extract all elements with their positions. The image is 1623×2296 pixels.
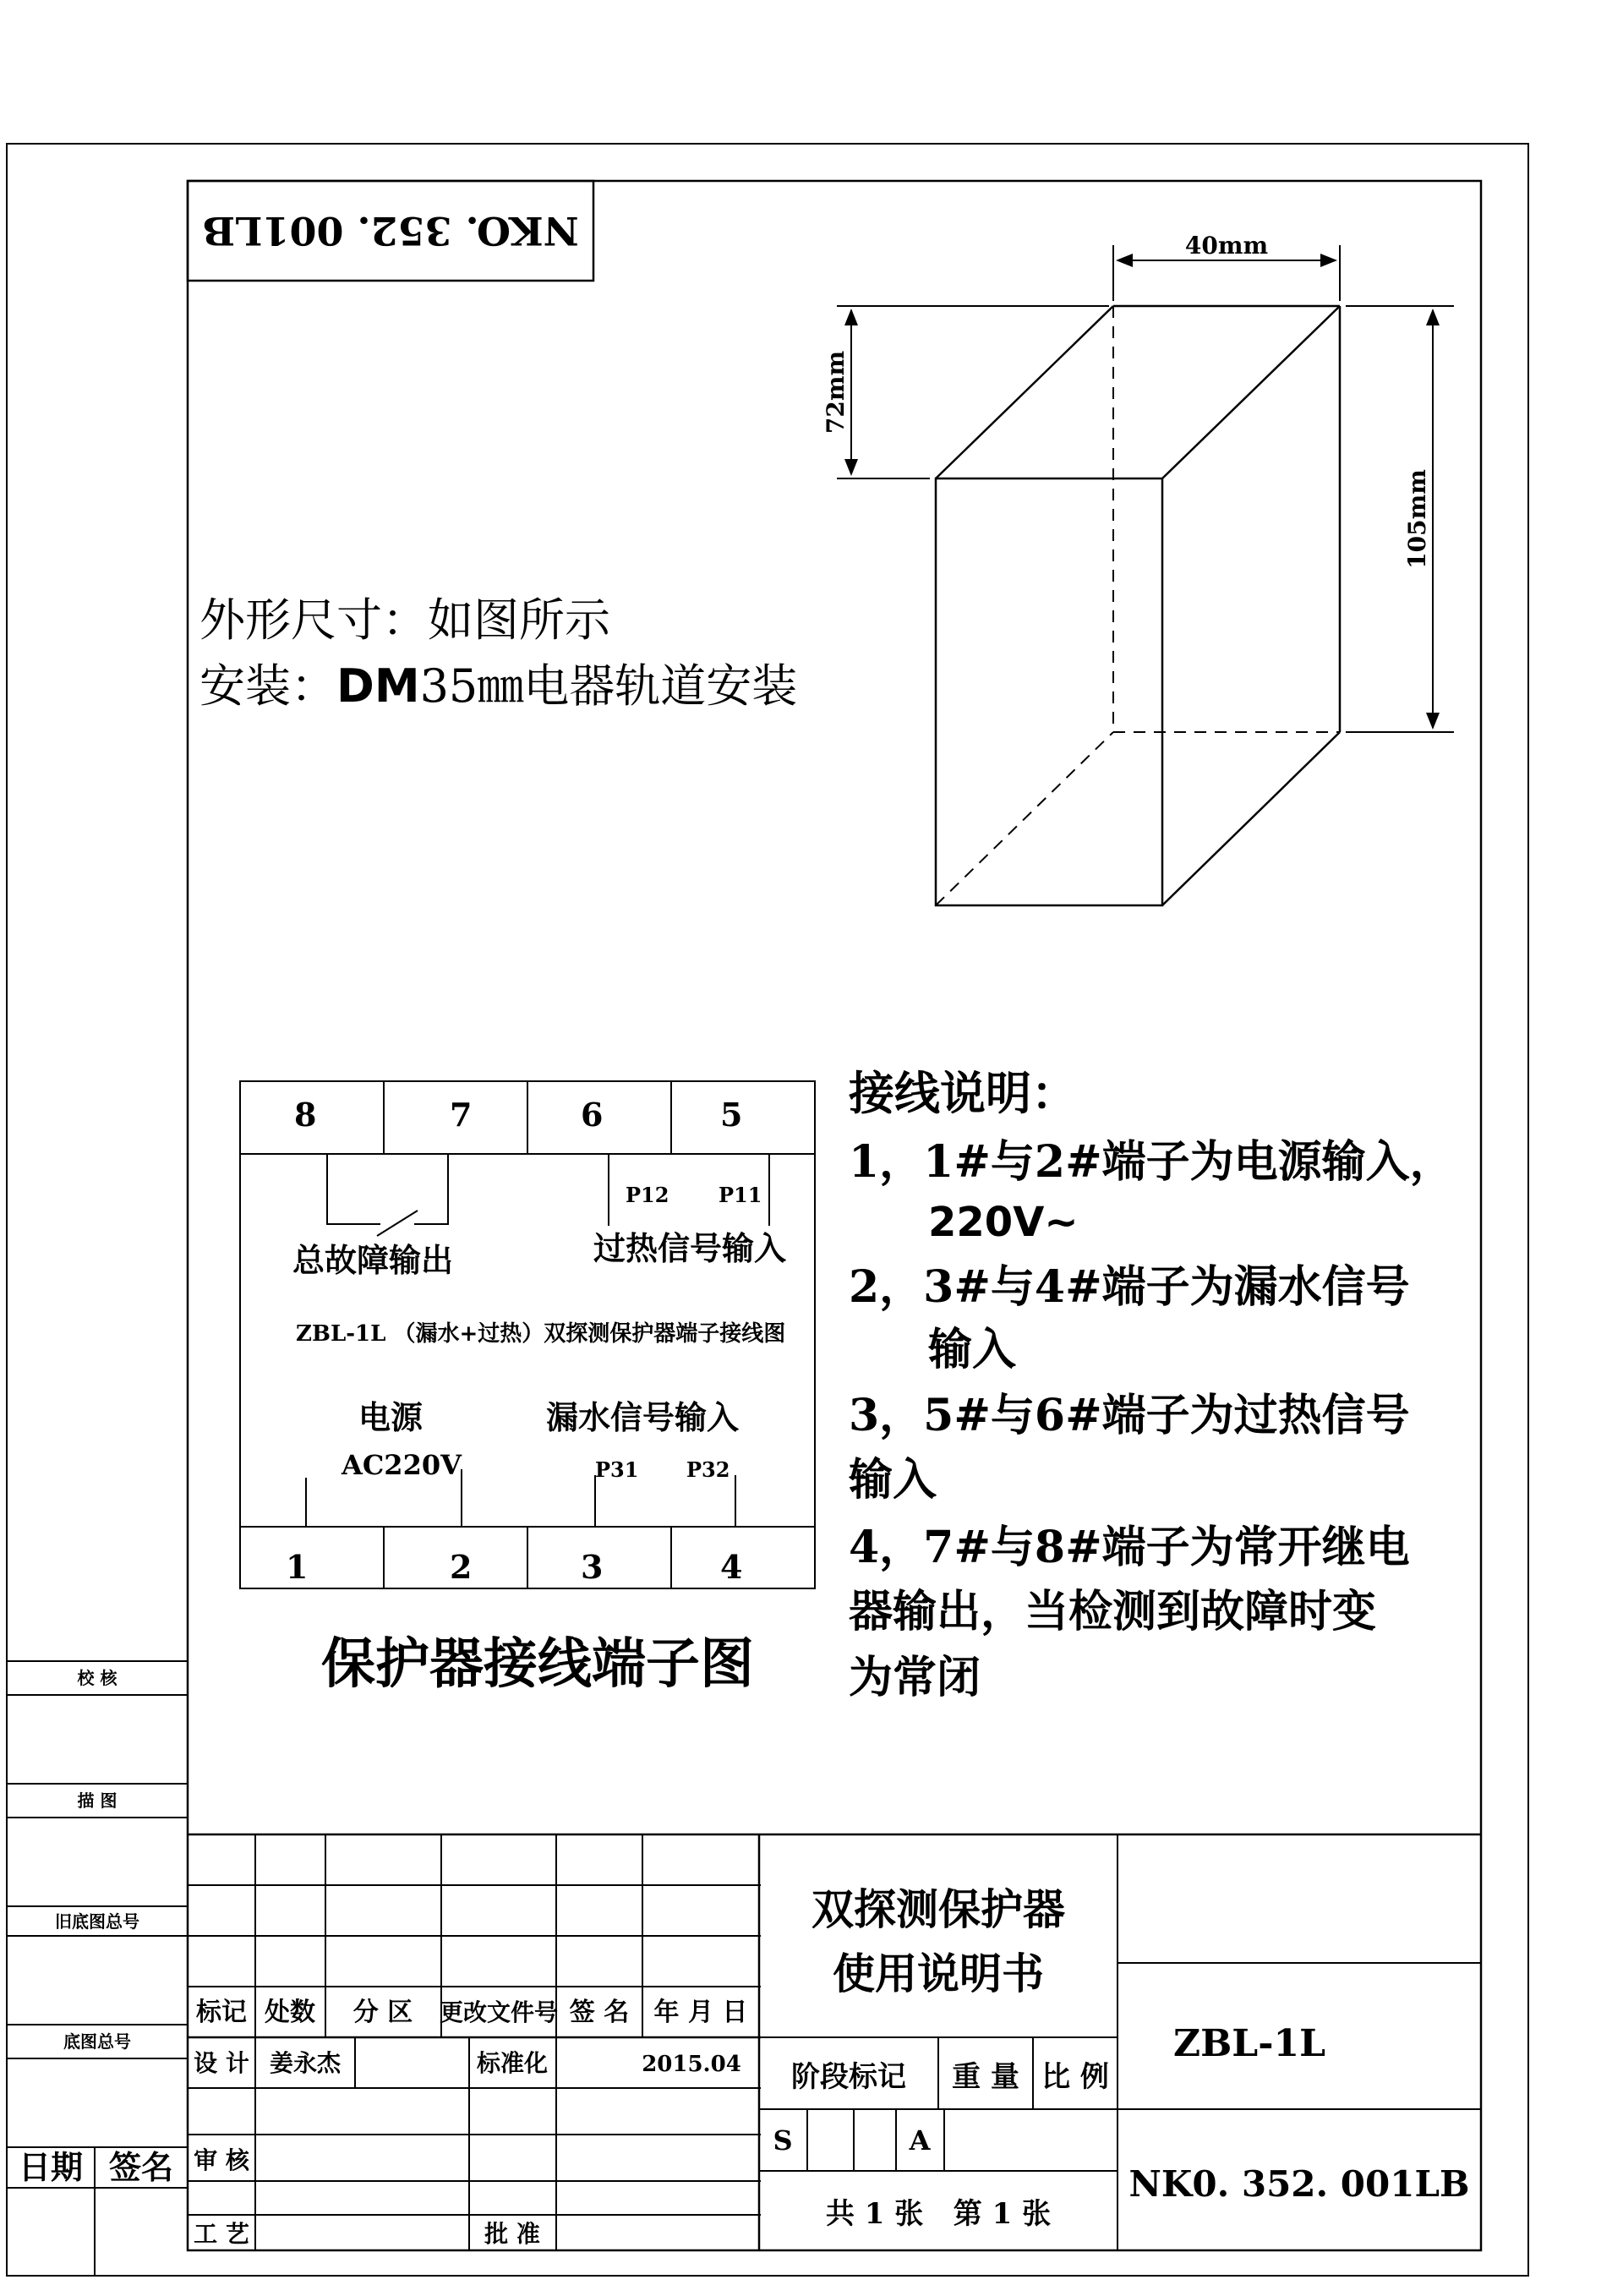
diagram-title: ZBL-1L （漏水+过热）双探测保护器端子接线图 (296, 1321, 786, 1347)
weight-label: 重 量 (952, 2060, 1019, 2094)
fault-output-label: 总故障输出 (292, 1241, 454, 1279)
rev-header-count: 处数 (265, 1998, 315, 2027)
drawing-number-box (188, 181, 593, 281)
wiring-note-line: 1，1#与2#端子为电源输入， (849, 1136, 1454, 1188)
terminal-2: 2 (450, 1548, 473, 1586)
stage-a: A (909, 2124, 931, 2157)
leak-input-label: 漏水信号输入 (546, 1398, 740, 1436)
terminal-7: 7 (450, 1096, 473, 1134)
terminal-3: 3 (581, 1548, 604, 1586)
wiring-notes-heading: 接线说明： (849, 1066, 1077, 1120)
diagram-caption: 保护器接线端子图 (321, 1632, 754, 1696)
rev-header-mark: 标记 (196, 1998, 247, 2027)
wiring-note-line: 输入 (849, 1454, 937, 1506)
rev-header-change-doc: 更改文件号 (439, 1998, 559, 2026)
install-text (199, 659, 797, 713)
wiring-note-line: 2，3#与4#端子为漏水信号 (849, 1261, 1410, 1313)
shape-size-text: 外形尺寸：如图所示 (199, 593, 610, 647)
design-label: 设 计 (194, 2049, 249, 2077)
p31-label: P31 (595, 1457, 639, 1482)
wiring-note-line: 220V~ (928, 1199, 1079, 1246)
wiring-note-line: 器输出，当检测到故障时变 (849, 1586, 1377, 1637)
install-prefix: 安装： (199, 659, 336, 713)
overheat-input-label: 过热信号输入 (593, 1229, 787, 1267)
product-name-line2: 使用说明书 (833, 1949, 1044, 1998)
p11-label: P11 (719, 1183, 762, 1207)
power-label: 电源 (358, 1398, 424, 1436)
proofread-label: 校 核 (77, 1668, 117, 1688)
hidden-edges (936, 306, 1340, 905)
base-number-label: 底图总号 (63, 2031, 131, 2052)
power-voltage-label: AC220V (342, 1449, 462, 1481)
install-dm: DM (336, 659, 420, 713)
wiring-note-line: 3，5#与6#端子为过热信号 (849, 1390, 1410, 1441)
review-label: 审 核 (194, 2146, 249, 2174)
inner-border (188, 181, 1481, 2250)
rev-header-zone: 分 区 (352, 1998, 413, 2027)
stage-mark-label: 阶段标记 (791, 2060, 906, 2094)
rev-header-date: 年 月 日 (653, 1998, 748, 2027)
product-name-line1: 双探测保护器 (812, 1884, 1065, 1934)
dimension-depth-label: 72mm (822, 350, 850, 435)
date-label: 日期 (18, 2148, 84, 2186)
dimension-depth (837, 306, 1109, 478)
wiring-note-line: 4，7#与8#端子为常开继电 (849, 1522, 1410, 1573)
standardization-label: 标准化 (476, 2049, 549, 2077)
sheet-info: 共 1 张 第 1 张 (825, 2197, 1052, 2231)
terminal-4: 4 (720, 1548, 743, 1586)
terminal-1: 1 (286, 1548, 309, 1586)
wiring-note-line: 为常闭 (849, 1652, 981, 1703)
dimension-height-label: 105mm (1403, 469, 1431, 569)
enclosure-outline (936, 306, 1340, 905)
install-rest: 35㎜电器轨道安装 (419, 659, 798, 713)
rev-header-sign: 签 名 (569, 1998, 630, 2027)
dimension-width-label: 40mm (1184, 232, 1269, 260)
wiring-note-line: 输入 (928, 1324, 1017, 1375)
designer-name: 姜永杰 (269, 2049, 342, 2077)
terminal-8: 8 (294, 1096, 317, 1134)
design-date: 2015.04 (642, 2052, 741, 2077)
terminal-6: 6 (581, 1096, 604, 1134)
p12-label: P12 (626, 1183, 669, 1207)
stage-s: S (773, 2124, 793, 2157)
drawing-number: NK0. 352. 001LB (1128, 2163, 1470, 2205)
terminal-5: 5 (720, 1096, 743, 1134)
outer-border (7, 144, 1528, 2276)
old-base-number-label: 旧底图总号 (55, 1911, 139, 1932)
signature-label: 签名 (108, 2148, 174, 2186)
model-number: ZBL-1L (1172, 2022, 1326, 2065)
scale-label: 比 例 (1041, 2060, 1109, 2094)
p32-label: P32 (686, 1457, 730, 1482)
approve-label: 批 准 (484, 2220, 540, 2248)
drawing-number-rotated: NKO. 352. 001LB (202, 208, 579, 254)
dimension-height (1346, 306, 1454, 732)
process-label: 工 艺 (194, 2220, 249, 2248)
traced-label: 描 图 (77, 1790, 117, 1811)
